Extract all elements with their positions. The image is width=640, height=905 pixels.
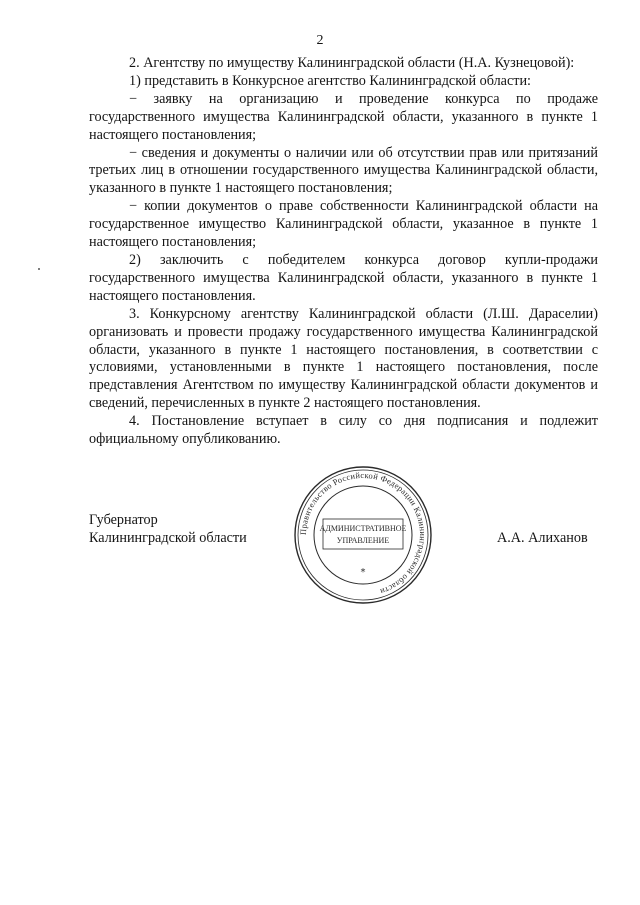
seal-rings xyxy=(295,467,431,603)
seal-center-line: УПРАВЛЕНИЕ xyxy=(336,536,390,545)
signatory-name: А.А. Алиханов xyxy=(497,530,588,546)
paragraph: 2) заключить с победителем конкурса договор купли-продажи государственного имущества Калининградской области, указанного в пункте 1 настоящего постановления. xyxy=(89,251,598,304)
seal-center-line: АДМИНИСТРАТИВНОЕ xyxy=(319,524,407,533)
seal-star-icon: * xyxy=(360,567,366,578)
scan-speck xyxy=(38,268,40,270)
signatory-position-line: Калининградской области xyxy=(89,529,247,546)
paragraph: − сведения и документы о наличии или об отсутствии прав или притязаний третьих лиц в отношении государственного имущества Калининградской области, указанного в пункте 1 настоящего постановления; xyxy=(89,144,598,197)
paragraph: − копии документов о праве собственности Калининградской области на государственное имущество Калининградской области, указанное в пункте 1 настоящего постановления; xyxy=(89,198,598,251)
page-number: 2 xyxy=(316,33,324,48)
paragraph: 4. Постановление вступает в силу со дня подписания и подлежит официальному опубликованию. xyxy=(89,413,598,448)
official-seal xyxy=(293,465,433,605)
seal-outer-textpath: Правительство Российской Федерации Калининградской области xyxy=(298,470,428,597)
paragraph: 1) представить в Конкурсное агентство Калининградской области: xyxy=(129,72,532,89)
paragraph: 3. Конкурсному агентству Калининградской области (Л.Ш. Дараселии) организовать и провести продажу государственного имущества Калининградской области, указанного в пункте 1 настоящего постановления, в соответствии с условиями, установленными в пункте 1 настоящего постановления, после представления Агентством по имуществу Калининградской области документов и сведений, перечисленных в пункте 2 настоящего постановления. xyxy=(89,305,598,412)
paragraph: 2. Агентству по имуществу Калининградской области (Н.А. Кузнецовой): xyxy=(129,55,575,71)
signatory-position xyxy=(89,512,247,548)
document-body xyxy=(89,55,598,449)
paragraph: − заявку на организацию и проведение конкурса по продаже государственного имущества Калининградской области, указанного в пункте 1 настоящего постановления; xyxy=(89,90,598,143)
signatory-position-line: Губернатор xyxy=(89,512,158,528)
